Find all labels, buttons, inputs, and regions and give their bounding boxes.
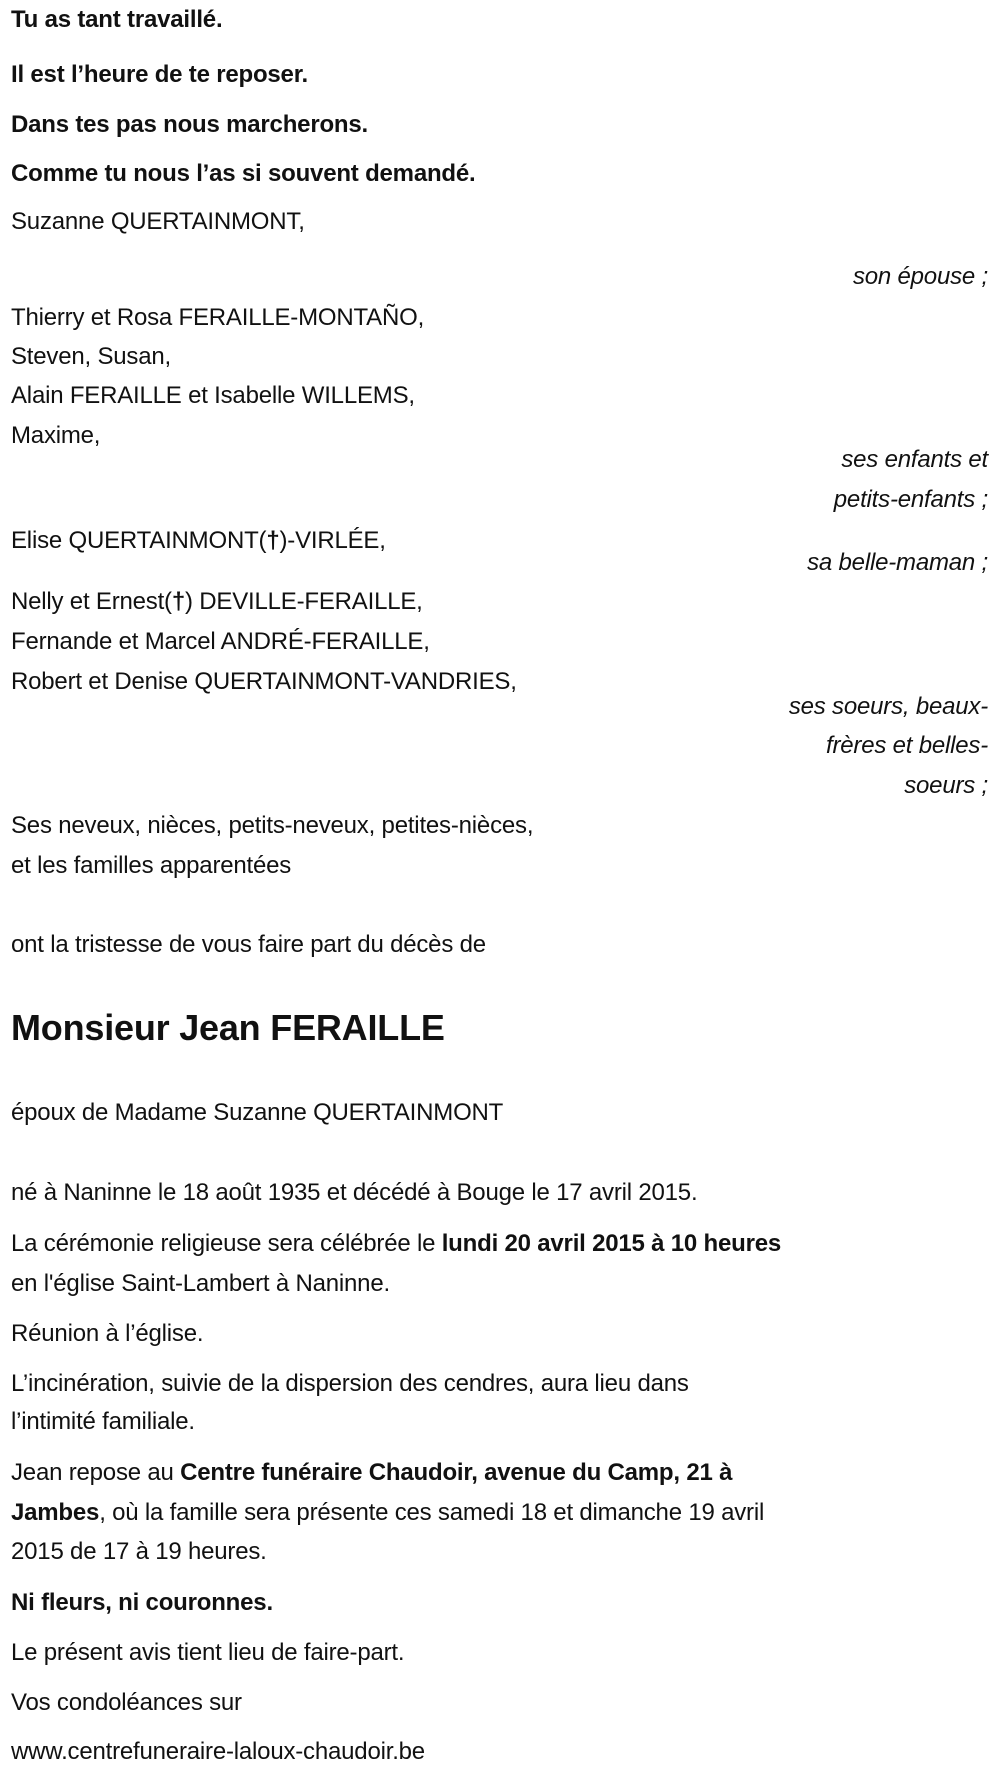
poem-line: Il est l’heure de te reposer.: [11, 61, 308, 88]
rest-place: [11, 1458, 732, 1488]
notice: Le présent avis tient lieu de faire-part.: [11, 1639, 405, 1666]
child-line: Thierry et Rosa FERAILLE-MONTAÑO,: [11, 304, 425, 331]
poem-line: Tu as tant travaillé.: [11, 6, 223, 33]
name-part: Elise QUERTAINMONT(: [11, 527, 267, 554]
rest-city: Jambes: [11, 1499, 100, 1526]
rest-text: Jean repose au: [11, 1459, 181, 1486]
deceased-name: Monsieur Jean FERAILLE: [11, 1007, 445, 1048]
cross-icon: †: [266, 527, 280, 554]
spouse-name: Suzanne QUERTAINMONT,: [11, 208, 305, 235]
child-line: Maxime,: [11, 422, 101, 449]
meeting: Réunion à l’église.: [11, 1320, 204, 1347]
condolences: Vos condoléances sur: [11, 1689, 242, 1716]
cremation: L’incinération, suivie de la dispersion des cendres, aura lieu dans: [11, 1370, 689, 1397]
child-line: Alain FERAILLE et Isabelle WILLEMS,: [11, 382, 415, 409]
ceremony: [11, 1229, 781, 1259]
children-role: petits-enfants ;: [833, 486, 988, 513]
sibling-line: [11, 587, 423, 617]
no-flowers: Ni fleurs, ni couronnes.: [11, 1589, 273, 1616]
name-part: )-VIRLÉE,: [279, 527, 386, 554]
name-part: Nelly et Ernest(: [11, 588, 172, 615]
spouse-of: époux de Madame Suzanne QUERTAINMONT: [11, 1099, 504, 1126]
birth-death: né à Naninne le 18 août 1935 et décédé à Bouge le 17 avril 2015.: [11, 1179, 698, 1206]
ceremony-date: lundi 20 avril 2015 à 10 heures: [441, 1230, 782, 1257]
poem-line: Comme tu nous l’as si souvent demandé.: [11, 160, 476, 187]
siblings-role: soeurs ;: [904, 772, 988, 799]
mother-in-law: [11, 526, 386, 556]
website-link[interactable]: www.centrefuneraire-laloux-chaudoir.be: [11, 1738, 425, 1765]
rest-hours: 2015 de 17 à 19 heures.: [11, 1538, 267, 1565]
siblings-role: ses soeurs, beaux-: [788, 693, 988, 720]
name-part: ) DEVILLE-FERAILLE,: [185, 588, 423, 615]
rest-address: Centre funéraire Chaudoir, avenue du Camp, 21 à: [180, 1459, 733, 1486]
child-line: Steven, Susan,: [11, 343, 171, 370]
cross-icon: †: [171, 588, 186, 615]
ceremony-text: La cérémonie religieuse sera célébrée le: [11, 1230, 442, 1257]
poem-line: Dans tes pas nous marcherons.: [11, 111, 368, 138]
cremation: l’intimité familiale.: [11, 1408, 195, 1435]
children-role: ses enfants et: [841, 446, 988, 473]
spouse-role: son épouse ;: [852, 263, 988, 290]
sibling-line: Fernande et Marcel ANDRÉ-FERAILLE,: [11, 628, 430, 655]
siblings-role: frères et belles-: [826, 732, 988, 759]
mother-in-law-role: sa belle-maman ;: [807, 549, 988, 576]
announcement: ont la tristesse de vous faire part du décès de: [11, 931, 486, 958]
ceremony-place: en l'église Saint-Lambert à Naninne.: [11, 1270, 390, 1297]
sibling-line: Robert et Denise QUERTAINMONT-VANDRIES,: [11, 668, 517, 695]
rest-text: , où la famille sera présente ces samedi 18 et dimanche 19 avril: [99, 1499, 765, 1526]
rest-place: [11, 1498, 764, 1528]
others-line: et les familles apparentées: [11, 852, 292, 879]
others-line: Ses neveux, nièces, petits-neveux, petites-nièces,: [11, 812, 534, 839]
